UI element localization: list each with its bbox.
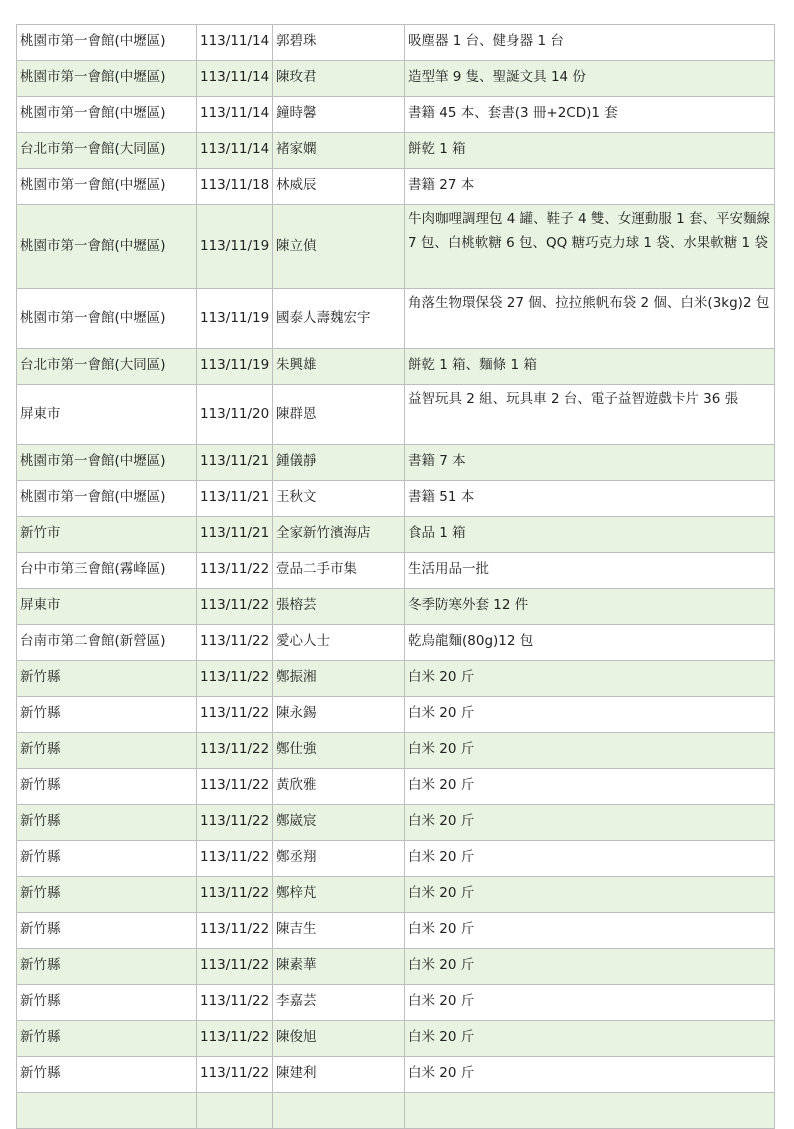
table-row bbox=[17, 481, 775, 517]
cell-date: 113/11/21 bbox=[197, 481, 273, 517]
cell-items: 白米 20 斤 bbox=[405, 841, 775, 877]
cell-donor: 鄭振湘 bbox=[273, 661, 405, 697]
cell-items: 益智玩具 2 組、玩具車 2 台、電子益智遊戲卡片 36 張 bbox=[405, 385, 775, 445]
cell-items: 白米 20 斤 bbox=[405, 949, 775, 985]
cell-donor: 陳群恩 bbox=[273, 385, 405, 445]
cell-date: 113/11/22 bbox=[197, 661, 273, 697]
cell-date: 113/11/22 bbox=[197, 697, 273, 733]
cell-unit: 台中市第三會館(霧峰區) bbox=[17, 553, 197, 589]
table-row bbox=[17, 1057, 775, 1093]
table-row bbox=[17, 385, 775, 445]
cell-donor: 鄭崴宸 bbox=[273, 805, 405, 841]
cell-items: 白米 20 斤 bbox=[405, 697, 775, 733]
cell-items: 書籍 51 本 bbox=[405, 481, 775, 517]
cell-unit: 桃園市第一會館(中壢區) bbox=[17, 61, 197, 97]
document-page bbox=[16, 24, 774, 1129]
cell-donor: 國泰人壽魏宏宇 bbox=[273, 289, 405, 349]
table-row bbox=[17, 805, 775, 841]
cell-unit: 台北市第一會館(大同區) bbox=[17, 349, 197, 385]
table-row bbox=[17, 697, 775, 733]
cell-unit: 台南市第二會館(新營區) bbox=[17, 625, 197, 661]
table-row bbox=[17, 97, 775, 133]
cell-donor: 陳俊旭 bbox=[273, 1021, 405, 1057]
table-row bbox=[17, 1021, 775, 1057]
cell-donor: 林威辰 bbox=[273, 169, 405, 205]
cell-date bbox=[197, 1093, 273, 1129]
cell-unit: 桃園市第一會館(中壢區) bbox=[17, 25, 197, 61]
cell-date: 113/11/14 bbox=[197, 25, 273, 61]
cell-unit: 桃園市第一會館(中壢區) bbox=[17, 289, 197, 349]
cell-unit: 新竹縣 bbox=[17, 913, 197, 949]
table-row bbox=[17, 949, 775, 985]
cell-items: 食品 1 箱 bbox=[405, 517, 775, 553]
cell-date: 113/11/14 bbox=[197, 133, 273, 169]
table-row bbox=[17, 517, 775, 553]
table-row bbox=[17, 169, 775, 205]
cell-donor: 李嘉芸 bbox=[273, 985, 405, 1021]
table-row bbox=[17, 733, 775, 769]
table-row bbox=[17, 877, 775, 913]
cell-unit: 新竹縣 bbox=[17, 769, 197, 805]
table-row bbox=[17, 589, 775, 625]
cell-date: 113/11/19 bbox=[197, 289, 273, 349]
cell-date: 113/11/22 bbox=[197, 589, 273, 625]
cell-unit: 屏東市 bbox=[17, 385, 197, 445]
cell-date: 113/11/19 bbox=[197, 349, 273, 385]
cell-unit: 新竹縣 bbox=[17, 661, 197, 697]
cell-date: 113/11/21 bbox=[197, 517, 273, 553]
table-row bbox=[17, 553, 775, 589]
cell-date: 113/11/22 bbox=[197, 949, 273, 985]
table-row bbox=[17, 913, 775, 949]
cell-donor: 郭碧珠 bbox=[273, 25, 405, 61]
table-row bbox=[17, 289, 775, 349]
cell-donor: 陳永錫 bbox=[273, 697, 405, 733]
table-row bbox=[17, 445, 775, 481]
cell-date: 113/11/19 bbox=[197, 205, 273, 289]
cell-date: 113/11/22 bbox=[197, 625, 273, 661]
cell-unit: 新竹縣 bbox=[17, 697, 197, 733]
table-row bbox=[17, 769, 775, 805]
cell-unit: 桃園市第一會館(中壢區) bbox=[17, 205, 197, 289]
cell-unit: 新竹市 bbox=[17, 517, 197, 553]
table-row bbox=[17, 25, 775, 61]
cell-unit: 桃園市第一會館(中壢區) bbox=[17, 481, 197, 517]
cell-unit: 屏東市 bbox=[17, 589, 197, 625]
cell-items: 白米 20 斤 bbox=[405, 805, 775, 841]
table-row bbox=[17, 61, 775, 97]
cell-donor: 黃欣雅 bbox=[273, 769, 405, 805]
cell-date: 113/11/22 bbox=[197, 733, 273, 769]
cell-donor: 王秋文 bbox=[273, 481, 405, 517]
cell-donor: 陳建利 bbox=[273, 1057, 405, 1093]
cell-donor: 陳素華 bbox=[273, 949, 405, 985]
cell-items: 牛肉咖哩調理包 4 罐、鞋子 4 雙、女運動服 1 套、平安麵線 7 包、白桃軟糖 6 包、QQ 糖巧克力球 1 袋、水果軟糖 1 袋 bbox=[405, 205, 775, 289]
cell-items: 餅乾 1 箱、麵條 1 箱 bbox=[405, 349, 775, 385]
table-row bbox=[17, 985, 775, 1021]
cell-unit: 新竹縣 bbox=[17, 805, 197, 841]
cell-donor: 褚家嫻 bbox=[273, 133, 405, 169]
cell-donor: 陳立偵 bbox=[273, 205, 405, 289]
cell-donor: 鐘時馨 bbox=[273, 97, 405, 133]
cell-donor: 鄭仕強 bbox=[273, 733, 405, 769]
table-row bbox=[17, 349, 775, 385]
cell-date: 113/11/22 bbox=[197, 769, 273, 805]
cell-unit: 新竹縣 bbox=[17, 949, 197, 985]
cell-date: 113/11/22 bbox=[197, 841, 273, 877]
cell-unit: 桃園市第一會館(中壢區) bbox=[17, 97, 197, 133]
cell-donor: 鍾儀靜 bbox=[273, 445, 405, 481]
cell-items bbox=[405, 1093, 775, 1129]
cell-unit: 台北市第一會館(大同區) bbox=[17, 133, 197, 169]
cell-donor: 愛心人士 bbox=[273, 625, 405, 661]
cell-donor: 張榕芸 bbox=[273, 589, 405, 625]
cell-items: 白米 20 斤 bbox=[405, 733, 775, 769]
cell-unit: 新竹縣 bbox=[17, 1021, 197, 1057]
cell-items: 白米 20 斤 bbox=[405, 661, 775, 697]
cell-date: 113/11/14 bbox=[197, 97, 273, 133]
cell-donor: 陳玫君 bbox=[273, 61, 405, 97]
cell-items: 吸塵器 1 台、健身器 1 台 bbox=[405, 25, 775, 61]
cell-items: 白米 20 斤 bbox=[405, 913, 775, 949]
donation-table bbox=[16, 24, 775, 1129]
cell-unit: 新竹縣 bbox=[17, 877, 197, 913]
cell-items: 白米 20 斤 bbox=[405, 1021, 775, 1057]
cell-unit: 新竹縣 bbox=[17, 841, 197, 877]
cell-date: 113/11/14 bbox=[197, 61, 273, 97]
cell-items: 書籍 45 本、套書(3 冊+2CD)1 套 bbox=[405, 97, 775, 133]
cell-donor: 壹品二手市集 bbox=[273, 553, 405, 589]
cell-donor: 朱興雄 bbox=[273, 349, 405, 385]
cell-date: 113/11/22 bbox=[197, 1021, 273, 1057]
cell-items: 白米 20 斤 bbox=[405, 769, 775, 805]
table-row bbox=[17, 841, 775, 877]
cell-date: 113/11/20 bbox=[197, 385, 273, 445]
cell-date: 113/11/22 bbox=[197, 1057, 273, 1093]
cell-unit bbox=[17, 1093, 197, 1129]
cell-unit: 新竹縣 bbox=[17, 733, 197, 769]
cell-date: 113/11/18 bbox=[197, 169, 273, 205]
table-row bbox=[17, 205, 775, 289]
cell-date: 113/11/21 bbox=[197, 445, 273, 481]
cell-unit: 新竹縣 bbox=[17, 985, 197, 1021]
cell-items: 生活用品一批 bbox=[405, 553, 775, 589]
cell-date: 113/11/22 bbox=[197, 553, 273, 589]
cell-items: 白米 20 斤 bbox=[405, 985, 775, 1021]
cell-items: 書籍 7 本 bbox=[405, 445, 775, 481]
cell-donor: 鄭梓芃 bbox=[273, 877, 405, 913]
cell-donor: 全家新竹濱海店 bbox=[273, 517, 405, 553]
cell-items: 角落生物環保袋 27 個、拉拉熊帆布袋 2 個、白米(3kg)2 包 bbox=[405, 289, 775, 349]
cell-items: 冬季防寒外套 12 件 bbox=[405, 589, 775, 625]
cell-items: 白米 20 斤 bbox=[405, 1057, 775, 1093]
cell-date: 113/11/22 bbox=[197, 805, 273, 841]
cell-unit: 新竹縣 bbox=[17, 1057, 197, 1093]
cell-unit: 桃園市第一會館(中壢區) bbox=[17, 169, 197, 205]
cell-date: 113/11/22 bbox=[197, 877, 273, 913]
cell-items: 乾烏龍麵(80g)12 包 bbox=[405, 625, 775, 661]
table-row bbox=[17, 625, 775, 661]
table-row bbox=[17, 661, 775, 697]
cell-date: 113/11/22 bbox=[197, 985, 273, 1021]
cell-date: 113/11/22 bbox=[197, 913, 273, 949]
cell-donor bbox=[273, 1093, 405, 1129]
cell-unit: 桃園市第一會館(中壢區) bbox=[17, 445, 197, 481]
cell-donor: 陳吉生 bbox=[273, 913, 405, 949]
cell-items: 造型筆 9 隻、聖誕文具 14 份 bbox=[405, 61, 775, 97]
cell-items: 白米 20 斤 bbox=[405, 877, 775, 913]
table-row bbox=[17, 133, 775, 169]
cell-donor: 鄭丞翔 bbox=[273, 841, 405, 877]
table-row bbox=[17, 1093, 775, 1129]
cell-items: 書籍 27 本 bbox=[405, 169, 775, 205]
cell-items: 餅乾 1 箱 bbox=[405, 133, 775, 169]
